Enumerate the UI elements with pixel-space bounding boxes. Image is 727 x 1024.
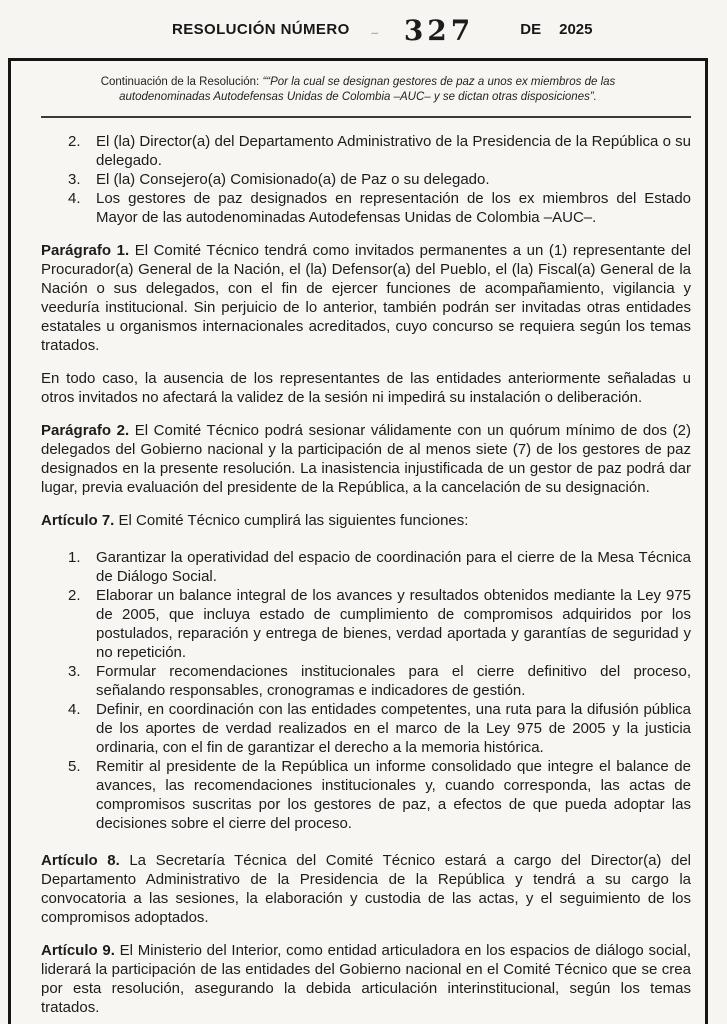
list-item-number: 2. (68, 133, 81, 150)
list-item (68, 586, 691, 662)
list-item-text: Elaborar un balance integral de los avances y resultados obtenidos mediante la Ley 975 de 2005, que incluya estado de cumplimiento de compromisos adquiridos por los postulados, reparación y entrega de bienes, verdad aportada y garantías de seguridad y no repetición. (96, 587, 691, 661)
paragraph-text: El Comité Técnico podrá sesionar válidamente con un quórum mínimo de dos (2) delegados del Gobierno nacional y la participación de al menos siete (7) de los gestores de paz designados en la presente resolución. La inasistencia injustificada de un gestor de paz podrá dar lugar, previa evaluación del presidente de la República, a la cancelación de su designación. (41, 422, 691, 496)
list-item-number: 2. (68, 587, 81, 604)
list-item-number: 1. (68, 549, 81, 566)
page-frame (8, 58, 708, 1024)
paragraph-text: El Comité Técnico cumplirá las siguientes funciones: (118, 512, 469, 529)
paragraph-text: El Comité Técnico tendrá como invitados permanentes a un (1) representante del Procurador(a) General de la Nación, el (la) Defensor(a) del Pueblo, el (la) Fiscal(a) General de la Nación o sus delegados, con el fin de ejercer funciones de acompañamiento, vigilancia y veeduría institucional. Sin perjuicio de lo anterior, también podrán ser invitadas otras entidades estatales u organismos internacionales acreditados, cuyo concurso se requiera según los temas tratados. (41, 242, 691, 354)
paragraph-text: En todo caso, la ausencia de los representantes de las entidades anteriormente señaladas u otros invitados no afectará la validez de la sesión ni impedirá su instalación o deliberación. (41, 370, 691, 406)
resolution-title: RESOLUCIÓN NÚMERO (172, 20, 350, 38)
document-header (0, 0, 727, 58)
paragraph-text: La Secretaría Técnica del Comité Técnico estará a cargo del Director(a) del Departamento Administrativo de la Presidencia de la República y tendrá a su cargo la convocatoria a las sesiones, la elaboración y custodia de las actas, y el seguimiento de los compromisos adoptados. (41, 852, 691, 926)
list-item-number: 4. (68, 190, 81, 207)
committee-members-list (41, 132, 691, 227)
list-item-text: Los gestores de paz designados en representación de los ex miembros del Estado Mayor de las autodenominadas Autodefensas Unidas de Colombia –AUC–. (96, 190, 691, 226)
paragraph-lead: Parágrafo 1. (41, 242, 130, 259)
paragraph-lead: Artículo 8. (41, 852, 120, 869)
paragraph-articulo-7 (41, 511, 691, 530)
functions-list (41, 548, 691, 833)
paragraph-text: El Ministerio del Interior, como entidad articuladora en los espacios de diálogo social, liderará la participación de las entidades del Gobierno nacional en el Comité Técnico que se crea por esta resolución, asegurando la debida articulación interinstitucional, según los temas tratados. (41, 942, 691, 1016)
resolution-year: 2025 (559, 20, 593, 38)
paragraph-lead: Artículo 7. (41, 512, 115, 529)
list-item-number: 3. (68, 663, 81, 680)
list-item-number: 5. (68, 758, 81, 775)
resolution-number-stamp: 327 (403, 13, 475, 47)
list-item (68, 700, 691, 757)
paragraph-articulo-8 (41, 851, 691, 927)
paragraph-paragrafo-2 (41, 421, 691, 497)
continuation-quote: ““Por la cual se designan gestores de paz a unos ex miembros de las autodenominadas Autodefensas Unidas de Colombia –AUC– y se dictan otras disposiciones”. (119, 76, 616, 103)
resolution-de-label: DE (520, 20, 542, 38)
list-item-text: El (la) Director(a) del Departamento Administrativo de la Presidencia de la República o su delegado. (96, 133, 691, 169)
paragraph-articulo-9 (41, 941, 691, 1017)
list-item (68, 757, 691, 833)
list-item-text: Remitir al presidente de la República un informe consolidado que integre el balance de avances, las recomendaciones institucionales y, cuando corresponda, las actas de compromisos suscritas por los gestores de paz, a efectos de que pueda adoptar las decisiones sobre el cierre del proceso. (96, 758, 691, 832)
list-item-text: Formular recomendaciones institucionales para el cierre definitivo del proceso, señalando responsables, cronogramas e indicadores de gestión. (96, 663, 691, 699)
list-item-number: 3. (68, 171, 81, 188)
list-item-text: El (la) Consejero(a) Comisionado(a) de Paz o su delegado. (96, 171, 490, 188)
resolution-body (11, 118, 705, 1017)
list-item (68, 548, 691, 586)
list-item (68, 170, 691, 189)
continuation-note (67, 75, 649, 105)
paragraph-lead: Artículo 9. (41, 942, 115, 959)
list-item (68, 662, 691, 700)
continuation-prefix: Continuación de la Resolución: (100, 76, 260, 88)
paragraph-paragrafo-1 (41, 241, 691, 355)
paragraph-en-todo-caso (41, 369, 691, 407)
paragraph-lead: Parágrafo 2. (41, 422, 130, 439)
pen-squiggle-mark: ~ (369, 24, 380, 42)
list-item (68, 189, 691, 227)
list-item-number: 4. (68, 701, 81, 718)
list-item-text: Garantizar la operatividad del espacio de coordinación para el cierre de la Mesa Técnica de Diálogo Social. (96, 549, 691, 585)
list-item (68, 132, 691, 170)
list-item-text: Definir, en coordinación con las entidades competentes, una ruta para la difusión pública de los aportes de verdad realizados en el marco de la Ley 975 de 2005 y la justicia ordinaria, con el fin de garantizar el derecho a la memoria histórica. (96, 701, 691, 756)
